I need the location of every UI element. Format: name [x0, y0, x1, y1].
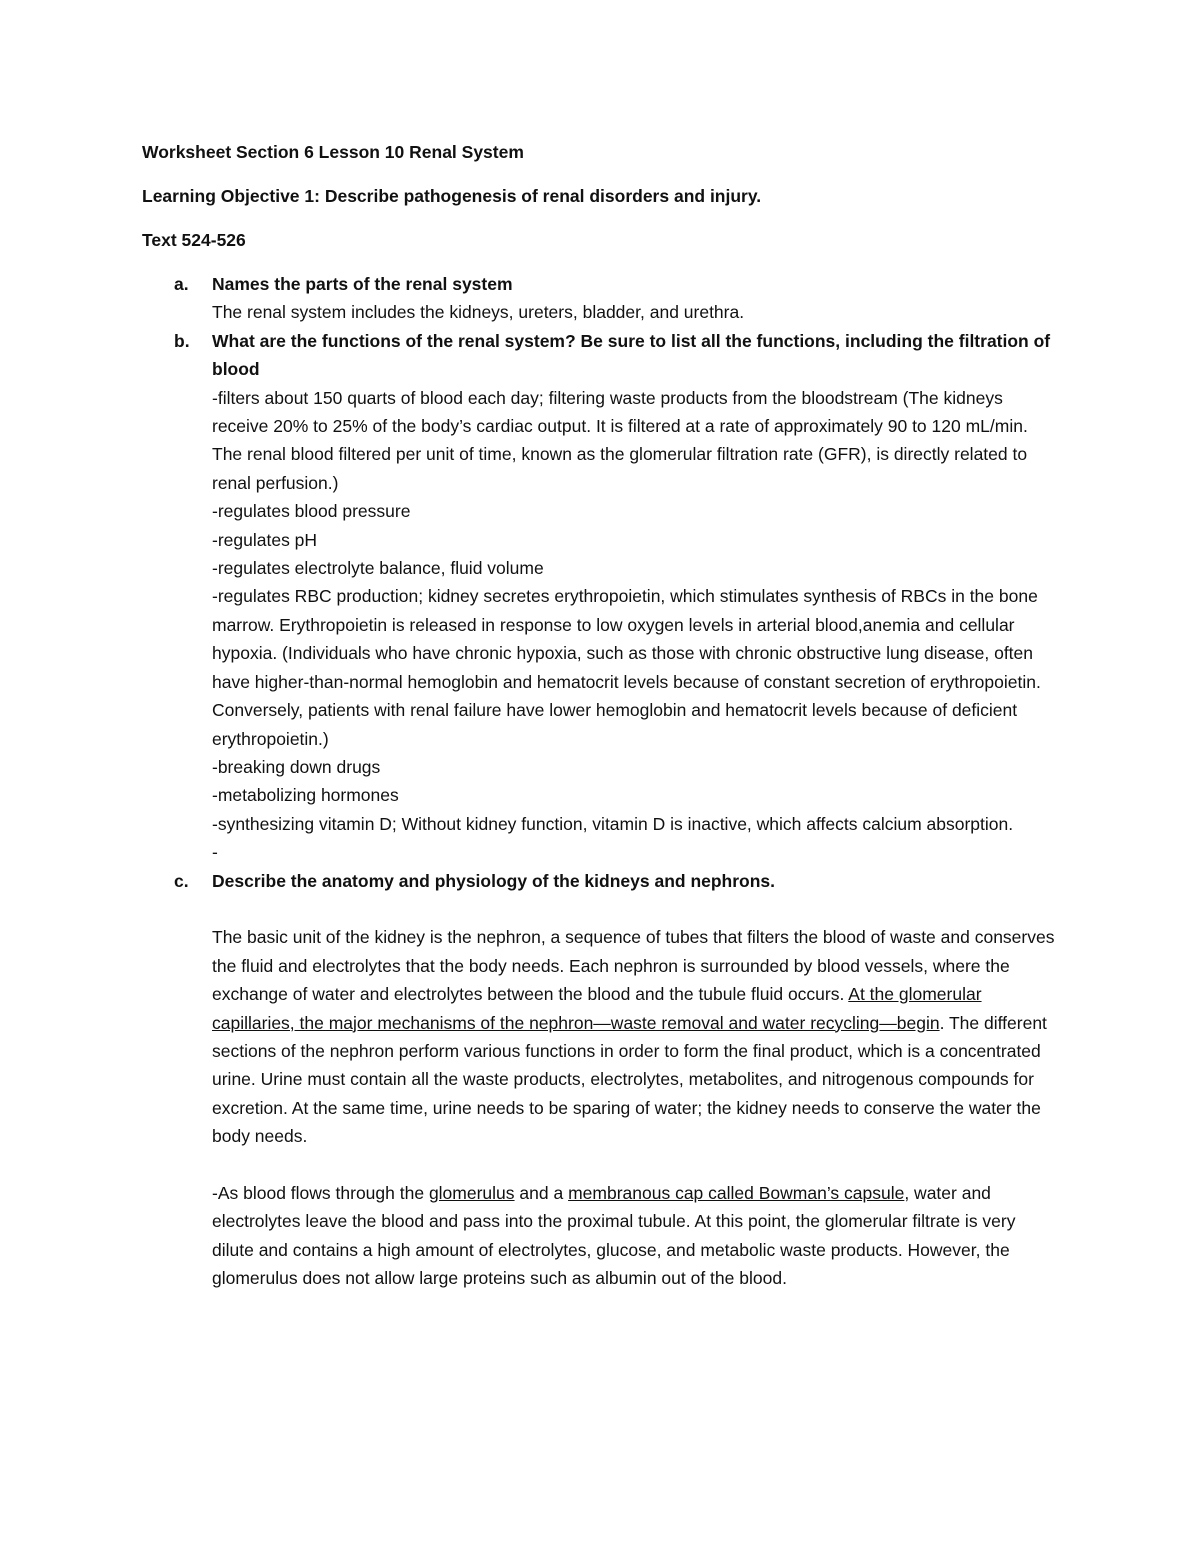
function-line: -regulates pH [212, 529, 318, 550]
item-a [142, 270, 1062, 327]
item-a-question: Names the parts of the renal system [212, 274, 513, 294]
glomerulus-paragraph-text: , water and electrolytes leave the blood and pass into the proximal tubule. At this point, the glomerular filtrate is very dilute and contains a high amount of electrolytes, glucose, and metabolic waste products. However, the glomerulus does not allow large proteins such as albumin out of the blood. [212, 1182, 1016, 1289]
underlined-phrase: At the glomerular capillaries, the major mechanisms of the nephron—waste removal and water recycling—begin [212, 984, 982, 1033]
item-b-marker: b. [174, 330, 190, 351]
function-line: -regulates blood pressure [212, 501, 411, 522]
underlined-phrase: glomerulus [428, 1182, 515, 1203]
item-b [142, 327, 1062, 867]
item-a-marker: a. [174, 274, 189, 294]
learning-objective: Learning Objective 1: Describe pathogenesis of renal disorders and injury. [142, 186, 762, 206]
glomerulus-paragraph-text: -As blood flows through the [212, 1182, 429, 1203]
item-c [142, 867, 1062, 1293]
nephron-paragraph-text: The basic unit of the kidney is the nephron, a sequence of tubes that filters the blood of waste and conserves the fluid and electrolytes that the body needs. Each nephron is surrounded by blood vessels, where the exchange of water and electrolytes between the blood and the tubule fluid occurs. [212, 927, 1055, 1005]
function-line: -regulates RBC production; kidney secretes erythropoietin, which stimulates synthesis of RBCs in the bone marrow. Erythropoietin is released in response to low oxygen levels in arterial blood,anemia and cellular hypoxia. (Individuals who have chronic hypoxia, such as those with chronic obstructive lung disease, often have higher-than-normal hemoglobin and hematocrit levels because of constant secretion of erythropoietin. Conversely, patients with renal failure have lower hemoglobin and hematocrit levels because of deficient erythropoietin.) [212, 586, 1041, 749]
item-b-question: What are the functions of the renal system? Be sure to list all the functions, including the filtration of blood [212, 330, 1051, 380]
function-line: -filters about 150 quarts of blood each day; filtering waste products from the bloodstream (The kidneys receive 20% to 25% of the body’s cardiac output. It is filtered at a rate of approximately 90 to 120 mL/min. The renal blood filtered per unit of time, known as the glomerular filtration rate (GFR), is directly related to renal perfusion.) [212, 387, 1028, 493]
item-c-marker: c. [174, 870, 189, 891]
function-line: -breaking down drugs [212, 756, 381, 777]
item-a-answer: The renal system includes the kidneys, ureters, bladder, and urethra. [212, 302, 745, 323]
underlined-phrase: membranous cap called Bowman’s capsule [568, 1182, 905, 1203]
glomerulus-paragraph-text: and a [514, 1182, 569, 1203]
nephron-paragraph-text: . The different sections of the nephron perform various functions in order to form the final product, which is a concentrated urine. Urine must contain all the waste products, electrolytes, metabolites, and nitrogenous compounds for excretion. At the same time, urine needs to be sparing of water; the kidney needs to conserve the water the body needs. [212, 1012, 1047, 1147]
document-page [142, 138, 1062, 1293]
blank-line [212, 1151, 1062, 1179]
glomerulus-paragraph [212, 1179, 1062, 1293]
function-line: - [212, 842, 218, 863]
function-line: -metabolizing hormones [212, 785, 399, 806]
text-reference: Text 524-526 [142, 230, 246, 250]
function-line: -synthesizing vitamin D; Without kidney function, vitamin D is inactive, which affects calcium absorption. [212, 813, 1014, 834]
nephron-paragraph [212, 923, 1062, 1150]
worksheet-title: Worksheet Section 6 Lesson 10 Renal System [142, 142, 524, 162]
blank-line [212, 895, 1062, 923]
item-c-question: Describe the anatomy and physiology of the kidneys and nephrons. [212, 870, 776, 891]
function-line: -regulates electrolyte balance, fluid volume [212, 558, 544, 579]
